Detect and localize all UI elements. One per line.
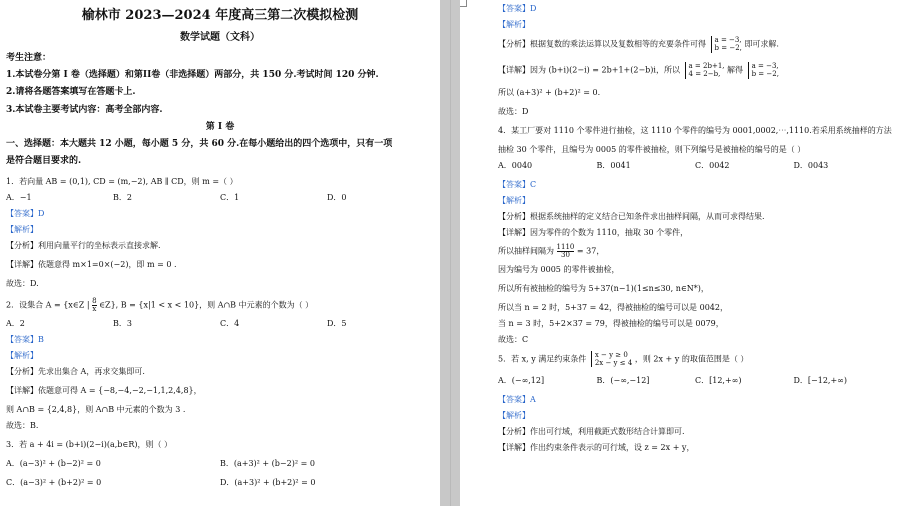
q3-explanation: 【解析】 (498, 20, 530, 29)
section-heading-1: 一、选择题：本大题共 12 小题，每小题 5 分，共 60 分.在每小题给出的四个选项中，只有一项 (6, 139, 393, 149)
q4-option-b: B．0041 (596, 160, 631, 170)
q1-option-c: C．1 (220, 192, 240, 202)
q5-constraint-1: x − y ≥ 0 (594, 350, 628, 359)
q5-option-c: C．[12,+∞) (695, 376, 742, 386)
q5-answer: 【答案】A (498, 395, 536, 405)
q2-option-a: A．2 (6, 318, 25, 328)
q2-option-c: C．4 (220, 318, 240, 328)
q3-option-c: C．(a−3)² + (b+2)² = 0 (6, 477, 102, 487)
q2-suffix: ∈Z}, B = {x|1 < x < 10}，则 A∩B 中元素的个数为（ ） (99, 300, 314, 309)
q3-detail-eq-4: b = −2, (751, 70, 779, 79)
q3-detail-2: 所以 (a+3)² + (b+2)² = 0. (498, 87, 601, 97)
q5-explanation: 【解析】 (498, 411, 530, 421)
document-subtitle: 数学试题（文科） (180, 32, 260, 44)
q3-option-d: D．(a+3)² + (b+2)² = 0 (220, 477, 316, 487)
document-title: 榆林市 2023—2024 年度高三第二次模拟检测 (81, 8, 359, 23)
q1-conclusion: 故选：D. (6, 278, 39, 288)
q1-option-a: A．−1 (6, 192, 32, 202)
q3-analysis-prefix: 【分析】根据复数的乘法运算以及复数相等的充要条件可得 (498, 39, 706, 49)
q4-analysis: 【分析】根据系统抽样的定义结合已知条件求出抽样间隔，从而可求得结果. (498, 211, 765, 221)
q5-constraint-2: 2x − y ≤ 4 (594, 358, 633, 367)
q5-option-b: B．(−∞,−12] (596, 376, 650, 386)
q3-analysis-system (711, 36, 742, 53)
q4-explanation: 【解析】 (498, 195, 530, 205)
question-4-line-1: 4．某工厂要对 1110 个零件进行抽检，这 1110 个零件的编号为 0001,0002,⋯,1110.若采用系统抽样的方法 (498, 125, 892, 135)
corner-crop-mark (460, 0, 467, 7)
document-page-right (460, 0, 900, 506)
q5-option-d: D．[−12,+∞) (793, 376, 847, 386)
q3-analysis (498, 36, 892, 53)
q5-suffix: ，则 2x + y 的取值范围是（ ） (634, 353, 749, 363)
q4-option-a: A．0040 (498, 160, 533, 170)
question-2 (6, 298, 434, 313)
question-1: 1．若向量 AB = (0,1), CD = (m,−2), AB ∥ CD，则 m =（ ） (6, 176, 238, 186)
document-page-left (0, 0, 440, 506)
q2-answer: 【答案】B (6, 334, 44, 344)
q2-detail-2: 则 A∩B = {2,4,8}，则 A∩B 中元素的个数为 3 . (6, 404, 186, 414)
q2-prefix: 2．设集合 A = {x∈Z | (6, 300, 90, 309)
question-2-options (6, 319, 434, 329)
q1-option-b: B．2 (113, 192, 132, 202)
q4-answer: 【答案】C (498, 179, 537, 189)
q2-frac-den: x (92, 304, 97, 313)
q4-line-c: 所以当 n = 2 时，5+37 = 42，得被抽检的编号可以是 0042， (498, 302, 728, 312)
question-5 (498, 351, 892, 368)
q4-interval (498, 244, 892, 259)
q3-option-b: B．(a+3)² + (b−2)² = 0 (220, 458, 315, 468)
notice-item-3: 3.本试卷主要考试内容：高考全部内容. (6, 104, 163, 115)
q5-constraint-system (591, 351, 632, 368)
q3-analysis-eq-2: b = −2, (714, 44, 742, 53)
q3-conclusion: 故选：D (498, 106, 529, 116)
q4-conclusion: 故选：C (498, 334, 529, 344)
q3-option-a: A．(a−3)² + (b−2)² = 0 (6, 458, 101, 468)
q5-prefix: 5．若 x, y 满足约束条件 (498, 353, 587, 363)
q3-analysis-eq-1: a = −3, (714, 36, 742, 44)
q4-interval-den: 30 (557, 251, 575, 259)
q3-detail-system (685, 62, 725, 79)
notice-heading: 考生注意： (6, 52, 52, 63)
q5-detail: 【详解】作出约束条件表示的可行域，设 z = 2x + y， (498, 443, 695, 453)
q4-interval-suffix: = 37， (576, 246, 605, 256)
q4-line-a: 因为编号为 0005 的零件被抽检， (498, 264, 620, 274)
question-1-options (6, 193, 434, 203)
page-left-content (6, 4, 434, 488)
q2-frac-num: 8 (92, 296, 97, 305)
q4-interval-num: 1110 (556, 242, 575, 251)
q3-analysis-suffix: 即可求解. (744, 39, 779, 49)
q2-option-d: D．5 (327, 318, 347, 328)
q1-analysis: 【分析】利用向量平行的坐标表示直接求解. (6, 240, 161, 250)
q3-detail-system-2 (748, 62, 779, 79)
question-4-options (498, 161, 892, 171)
question-3-options-row-2 (6, 478, 434, 488)
q4-option-d: D．0043 (793, 160, 829, 170)
question-3-options-row-1 (6, 459, 434, 469)
q5-option-a: A．(−∞,12] (498, 376, 545, 386)
q2-conclusion: 故选：B. (6, 420, 39, 430)
q2-analysis: 【分析】先求出集合 A，再求交集即可. (6, 366, 145, 376)
q2-fraction (92, 298, 96, 313)
q3-detail-mid: 解得 (727, 65, 744, 75)
q4-interval-prefix: 所以抽样间隔为 (498, 246, 554, 256)
page-right-content (498, 4, 892, 453)
q2-explanation: 【解析】 (6, 350, 38, 360)
section-heading-2: 是符合题目要求的. (6, 156, 82, 167)
q3-answer: 【答案】D (498, 4, 537, 13)
q3-detail-eq-2: 4 = 2−b, (688, 70, 721, 79)
volume-title: 第 I 卷 (205, 121, 235, 132)
q4-option-c: C．0042 (695, 160, 730, 170)
page-divider (450, 0, 451, 506)
q4-line-d: 当 n = 3 时，5+2×37 = 79，得被抽检的编号可以是 0079， (498, 318, 724, 328)
q5-analysis: 【分析】作出可行域，利用截距式数形结合计算即可. (498, 427, 685, 437)
q3-detail-prefix: 【详解】因为 (b+i)(2−i) = 2b+1+(2−b)i，所以 (498, 65, 680, 75)
q3-detail-eq-1: a = 2b+1, (688, 61, 725, 70)
question-5-options (498, 376, 892, 386)
q4-interval-fraction (557, 244, 575, 259)
notice-item-1: 1.本试卷分第 I 卷（选择题）和第II卷（非选择题）两部分，共 150 分.考试时间 120 分钟. (6, 70, 379, 80)
q3-detail (498, 62, 892, 79)
q4-line-b: 所以所有被抽检的编号为 5+37(n−1)(1≤n≤30, n∈N*)， (498, 283, 709, 293)
q2-option-b: B．3 (113, 318, 132, 328)
question-4-line-2: 抽检 30 个零件，且编号为 0005 的零件被抽检，则下列编号是被抽检的编号的是（ ） (498, 144, 806, 154)
q4-detail: 【详解】因为零件的个数为 1110，抽取 30 个零件， (498, 227, 689, 237)
q3-detail-eq-3: a = −3, (751, 61, 779, 70)
q1-detail: 【详解】依题意得 m×1=0×(−2)，即 m = 0 . (6, 259, 177, 269)
notice-item-2: 2.请将各题答案填写在答题卡上. (6, 87, 136, 98)
q2-detail: 【详解】依题意可得 A = {−8,−4,−2,−1,1,2,4,8}， (6, 385, 202, 395)
q1-answer: 【答案】D (6, 208, 45, 218)
q1-explanation: 【解析】 (6, 224, 38, 234)
question-3: 3．若 a + 4i = (b+i)(2−i)(a,b∈R)，则（ ） (6, 439, 173, 449)
q1-option-d: D．0 (327, 192, 347, 202)
